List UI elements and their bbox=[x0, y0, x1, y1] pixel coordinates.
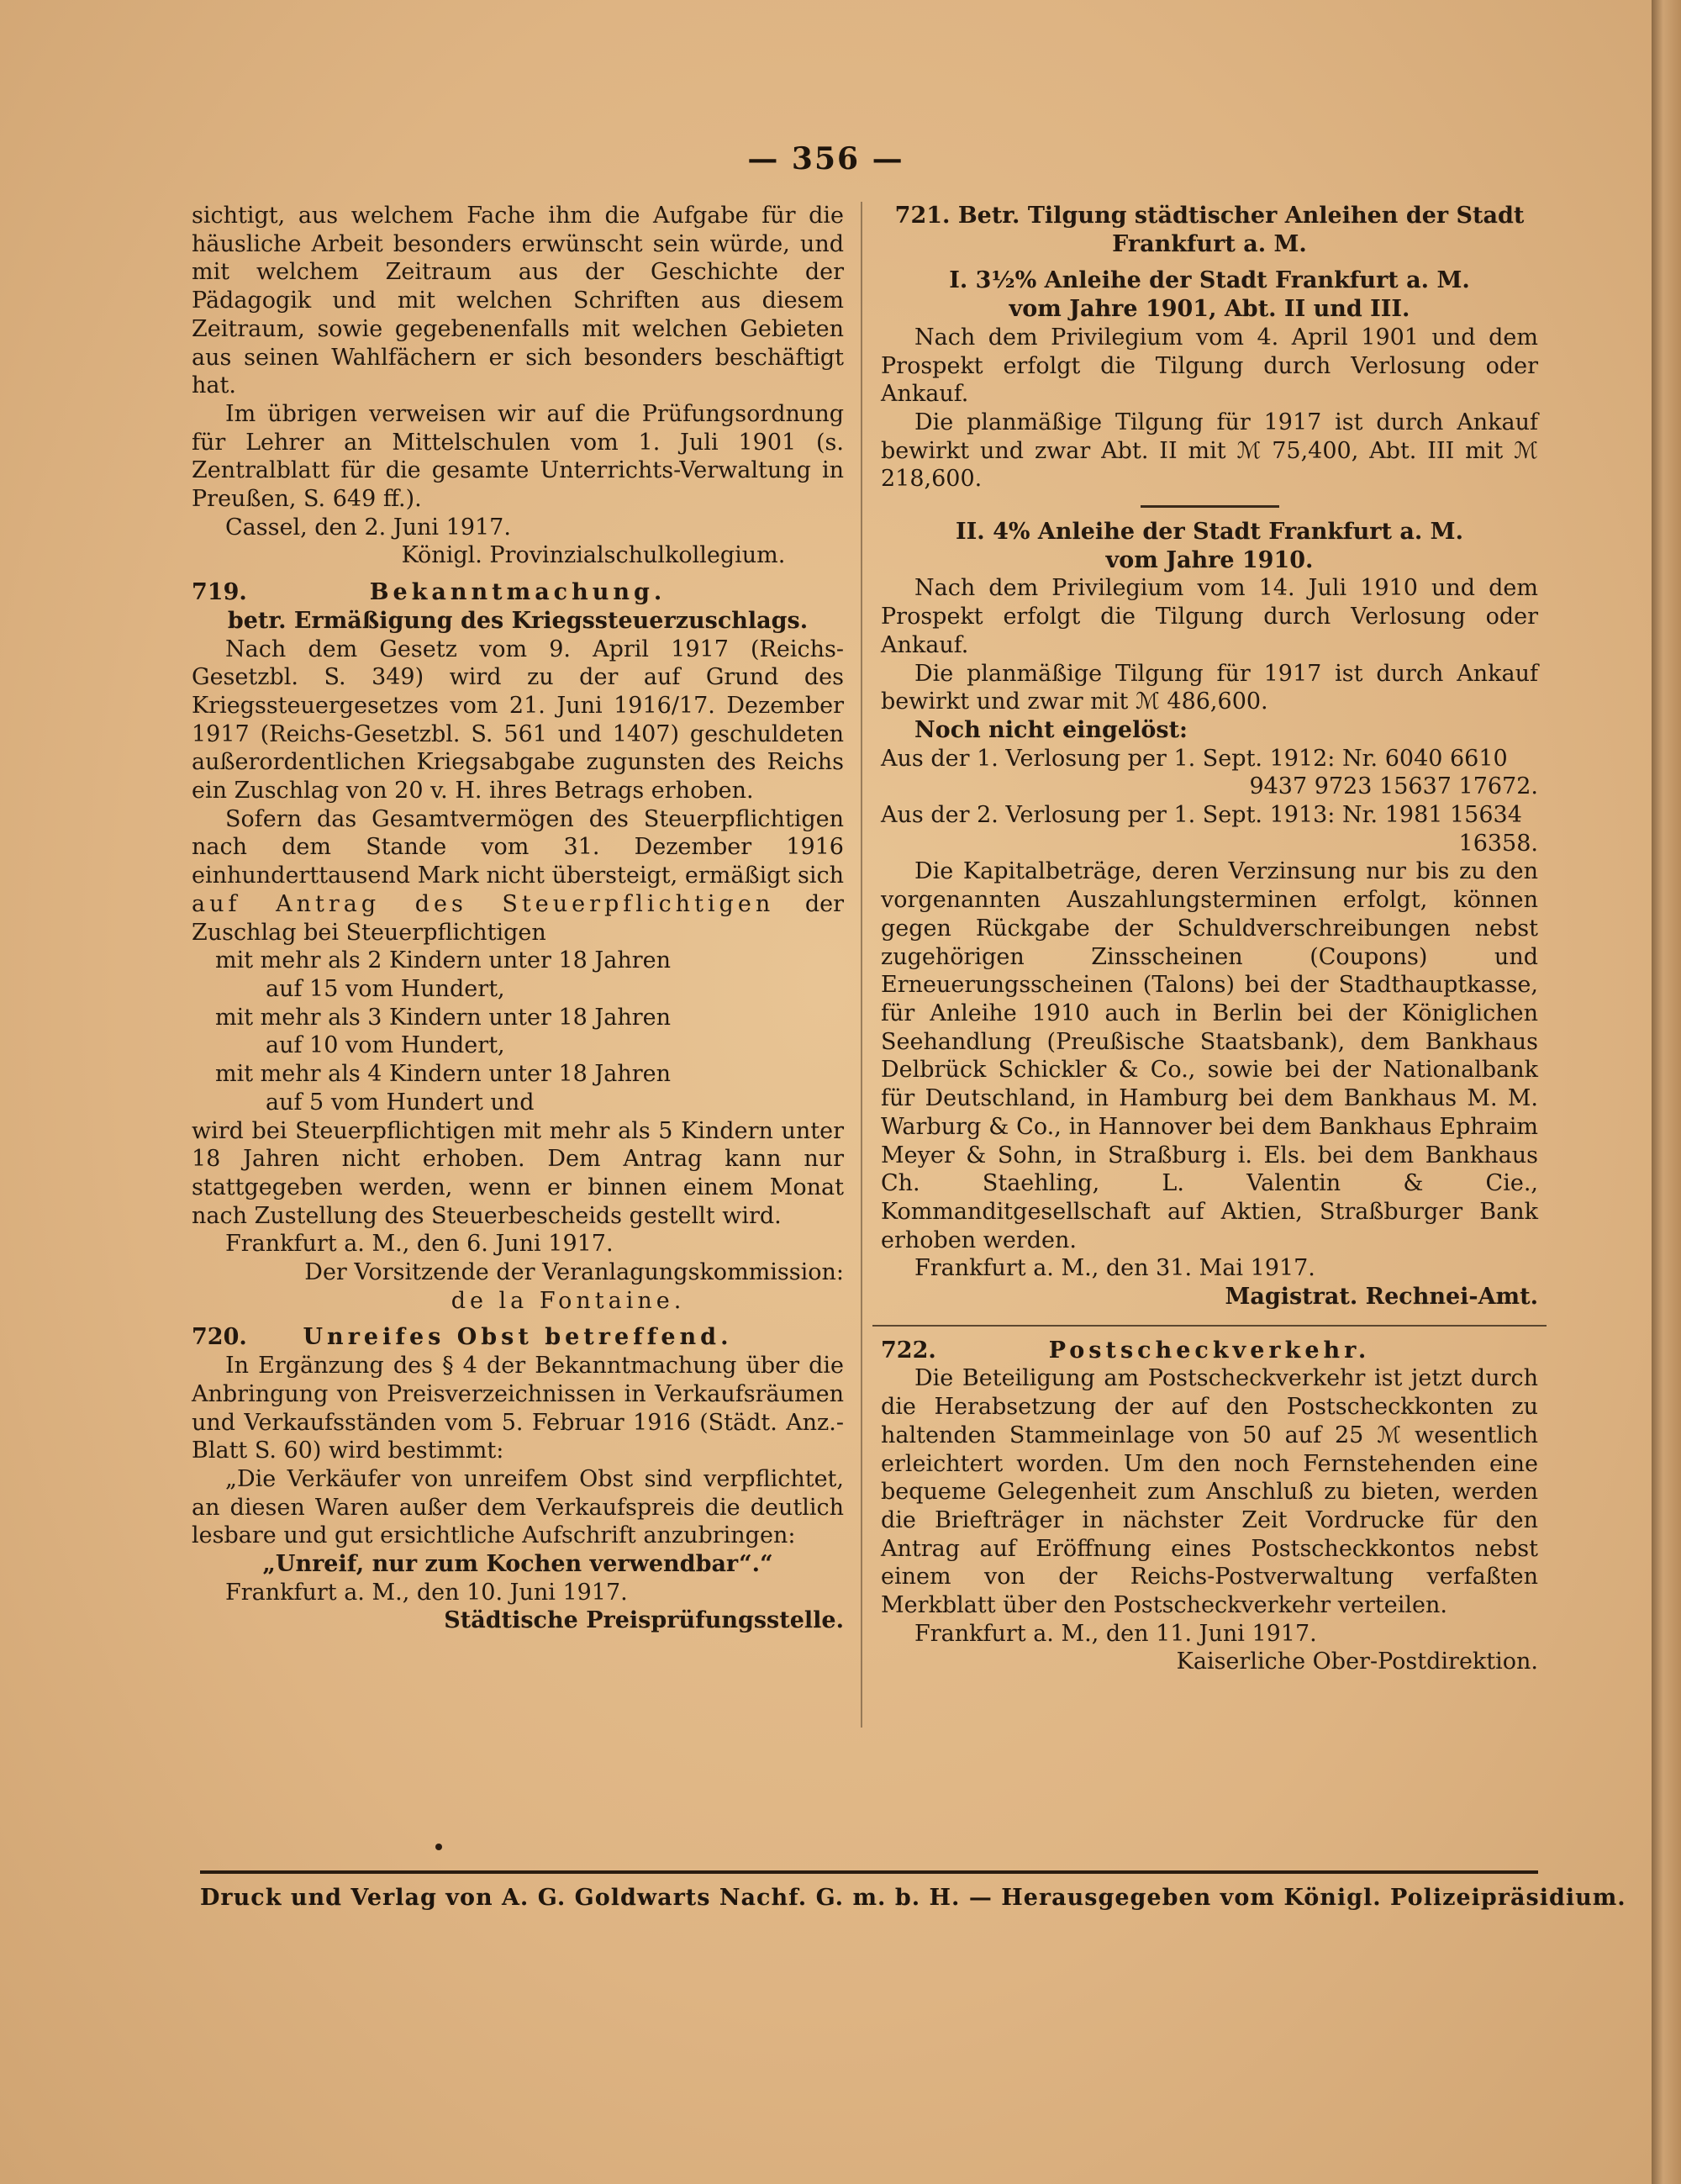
intro-signature: Königl. Provinzialschulkollegium. bbox=[401, 542, 786, 569]
section-721-heading: 721. Betr. Tilgung städtischer Anleihen der Stadt bbox=[894, 203, 1525, 229]
loan-2-paragraph-1: Nach dem Privilegium vom 14. Juli 1910 und dem Prospekt erfolgt die Tilgung durch Verlosung oder Ankauf. bbox=[881, 575, 1538, 658]
section-722-date: Frankfurt a. M., den 11. Juni 1917. bbox=[914, 1620, 1317, 1647]
section-721-heading-2: Frankfurt a. M. bbox=[1112, 230, 1307, 257]
section-719-paragraph-3: wird bei Steuerpflichtigen mit mehr als 5 Kindern unter 18 Jahren nicht erhoben. Dem Antrag kann nur stattgegeben werden, wenn er binnen einem Monat nach Zustellung des Steuerbescheids gestellt wird. bbox=[192, 1117, 844, 1229]
child-rule-1a: mit mehr als 2 Kindern unter 18 Jahren bbox=[215, 947, 672, 974]
draw-2-line-b: 16358. bbox=[1458, 830, 1538, 857]
section-719-paragraph-1: Nach dem Gesetz vom 9. April 1917 (Reichs-Gesetzbl. S. 349) wird zu der auf Grund des Kriegssteuergesetzes vom 21. Juni 1916/17. Dezember 1917 (Reichs-Gesetzbl. S. 561 und 1407) geschuldeten außerordentlichen Kriegsabgabe zugunsten des Reichs ein Zuschlag von 20 v. H. ihres Betrags erhoben. bbox=[192, 636, 844, 804]
left-column bbox=[192, 202, 844, 1635]
section-719-title: Bekanntmachung. bbox=[369, 579, 667, 606]
section-722-paragraph: Die Beteiligung am Postscheckverkehr ist jetzt durch die Herabsetzung der auf den Postscheckkonten zu haltenden Stammeinlage von 50 auf 25 ℳ wesentlich erleichtert worden. Um den noch Fernstehenden eine bequeme Gelegenheit zum Anschluß zu bieten, werden die Briefträger in nächster Zeit Vordrucke für den Antrag auf Eröffnung eines Postscheckkontos nebst einem von der Reichs-Postverwaltung verfaßten Merkblatt über den Postscheckverkehr verteilen. bbox=[881, 1365, 1538, 1619]
section-722-signature: Kaiserliche Ober-Postdirektion. bbox=[1176, 1649, 1538, 1675]
section-722-number: 722. bbox=[881, 1337, 936, 1364]
section-720-label: „Unreif, nur zum Kochen verwendbar“.“ bbox=[262, 1551, 773, 1578]
section-719-paragraph-2 bbox=[192, 805, 844, 947]
section-721-date: Frankfurt a. M., den 31. Mai 1917. bbox=[914, 1255, 1315, 1282]
section-720-heading bbox=[192, 1323, 844, 1352]
draw-1-line-b: 9437 9723 15637 17672. bbox=[1249, 773, 1538, 800]
footer-imprint: Druck und Verlag von A. G. Goldwarts Nachf. G. m. b. H. — Herausgegeben vom Königl. Polizeipräsidium. bbox=[200, 1885, 1626, 1911]
book-edge bbox=[1652, 0, 1681, 2184]
section-719-number: 719. bbox=[192, 579, 247, 606]
loan-1-paragraph-2: Die planmäßige Tilgung für 1917 ist durch Ankauf bewirkt und zwar Abt. II mit ℳ 75,400, Abt. III mit ℳ 218,600. bbox=[881, 409, 1538, 493]
short-separator bbox=[1141, 505, 1279, 508]
section-719-date: Frankfurt a. M., den 6. Juni 1917. bbox=[225, 1231, 614, 1258]
loan-2-heading-b: vom Jahre 1910. bbox=[1105, 546, 1314, 573]
p2-emphasis: auf Antrag des Steuerpflichtigen bbox=[192, 890, 775, 917]
section-720-number: 720. bbox=[192, 1324, 247, 1351]
not-redeemed-label: Noch nicht eingelöst: bbox=[914, 716, 1188, 743]
section-720-signature: Städtische Preisprüfungsstelle. bbox=[444, 1607, 844, 1634]
section-719-signature-1: Der Vorsitzende der Veranlagungskommission: bbox=[304, 1259, 844, 1286]
section-721-signature: Magistrat. Rechnei-Amt. bbox=[1225, 1284, 1538, 1311]
section-720-quote: „Die Verkäufer von unreifem Obst sind verpflichtet, an diesen Waren außer dem Verkaufspreis die deutlich lesbare und gut ersichtliche Aufschrift anzubringen: bbox=[192, 1465, 844, 1549]
section-719-signature-2: de la Fontaine. bbox=[451, 1287, 686, 1314]
child-rule-3a: mit mehr als 4 Kindern unter 18 Jahren bbox=[215, 1061, 672, 1088]
child-rule-2a: mit mehr als 3 Kindern unter 18 Jahren bbox=[215, 1004, 672, 1031]
footer-rule bbox=[200, 1870, 1538, 1874]
p2-part-a: Sofern das Gesamtvermögen des Steuerpflichtigen nach dem Stande vom 31. Dezember 1916 einhunderttausend Mark nicht übersteigt, ermäßigt sich bbox=[192, 805, 844, 889]
page-number: — 356 — bbox=[747, 141, 904, 177]
section-720-date: Frankfurt a. M., den 10. Juni 1917. bbox=[225, 1579, 628, 1606]
right-column bbox=[881, 202, 1538, 1676]
section-722-title: Postscheckverkehr. bbox=[1048, 1337, 1371, 1364]
section-719-heading bbox=[192, 578, 844, 607]
child-rule-3b: auf 5 vom Hundert und bbox=[266, 1089, 535, 1116]
loan-2-paragraph-2: Die planmäßige Tilgung für 1917 ist durch Ankauf bewirkt und zwar mit ℳ 486,600. bbox=[881, 660, 1538, 715]
loan-1-heading-a: I. 3½% Anleihe der Stadt Frankfurt a. M. bbox=[949, 267, 1470, 294]
loan-capital-paragraph: Die Kapitalbeträge, deren Verzinsung nur bis zu den vorgenannten Auszahlungsterminen erfolgt, können gegen Rückgabe der Schuldverschreibungen nebst zugehörigen Zinsscheinen (Coupons) und Erneuerungsscheinen (Talons) bei der Stadthauptkasse, für Anleihe 1910 auch in Berlin bei der Königlichen Seehandlung (Preußische Staatsbank), dem Bankhaus Delbrück Schickler & Co., sowie bei der Nationalbank für Deutschland, in Hamburg bei dem Bankhaus M. M. Warburg & Co., in Hannover bei dem Bankhaus Ephraim Meyer & Sohn, in Straßburg i. Els. bei dem Bankhaus Ch. Staehling, L. Valentin & Cie., Kommanditgesellschaft auf Aktien, Straßburger Bank erhoben werden. bbox=[881, 858, 1538, 1253]
section-719-subtitle: betr. Ermäßigung des Kriegssteuerzuschlags. bbox=[227, 607, 809, 634]
section-720-title: Unreifes Obst betreffend. bbox=[303, 1324, 733, 1351]
section-722-heading bbox=[881, 1337, 1538, 1365]
loan-2-heading-a: II. 4% Anleihe der Stadt Frankfurt a. M. bbox=[956, 519, 1463, 546]
section-separator bbox=[872, 1325, 1547, 1327]
loan-1-heading-b: vom Jahre 1901, Abt. II und III. bbox=[1009, 296, 1410, 323]
loan-1-paragraph-1: Nach dem Privilegium vom 4. April 1901 und dem Prospekt erfolgt die Tilgung durch Verlosung oder Ankauf. bbox=[881, 324, 1538, 408]
p2-part-c: der Zuschlag bei Steuerpflichtigen bbox=[192, 890, 844, 946]
section-720-paragraph-1: In Ergänzung des § 4 der Bekanntmachung über die Anbringung von Preisverzeichnissen in Verkaufsräumen und Verkaufsständen vom 5. Februar 1916 (Städt. Anz.-Blatt S. 60) wird bestimmt: bbox=[192, 1353, 844, 1464]
child-rule-1b: auf 15 vom Hundert, bbox=[266, 975, 505, 1002]
intro-paragraph-2: Im übrigen verweisen wir auf die Prüfungsordnung für Lehrer an Mittelschulen vom 1. Juli 1901 (s. Zentralblatt für die gesamte Unterrichts-Verwaltung in Preußen, S. 649 ff.). bbox=[192, 400, 844, 513]
intro-date: Cassel, den 2. Juni 1917. bbox=[225, 514, 511, 541]
child-rule-2b: auf 10 vom Hundert, bbox=[266, 1032, 505, 1059]
column-divider bbox=[861, 202, 862, 1728]
draw-2-line-a: Aus der 2. Verlosung per 1. Sept. 1913: Nr. 1981 15634 bbox=[881, 802, 1522, 829]
draw-1-line-a: Aus der 1. Verlosung per 1. Sept. 1912: Nr. 6040 6610 bbox=[881, 745, 1508, 772]
intro-text: sichtigt, aus welchem Fache ihm die Aufgabe für die häusliche Arbeit besonders erwünscht sein würde, und mit welchem Zeitraum aus der Geschichte der Pädagogik und mit welchen Schriften aus diesem Zeitraum, sowie gegebenenfalls mit welchen Gebieten aus seinen Wahlfächern er sich besonders beschäftigt hat. bbox=[192, 203, 844, 399]
ink-dot bbox=[435, 1844, 442, 1850]
